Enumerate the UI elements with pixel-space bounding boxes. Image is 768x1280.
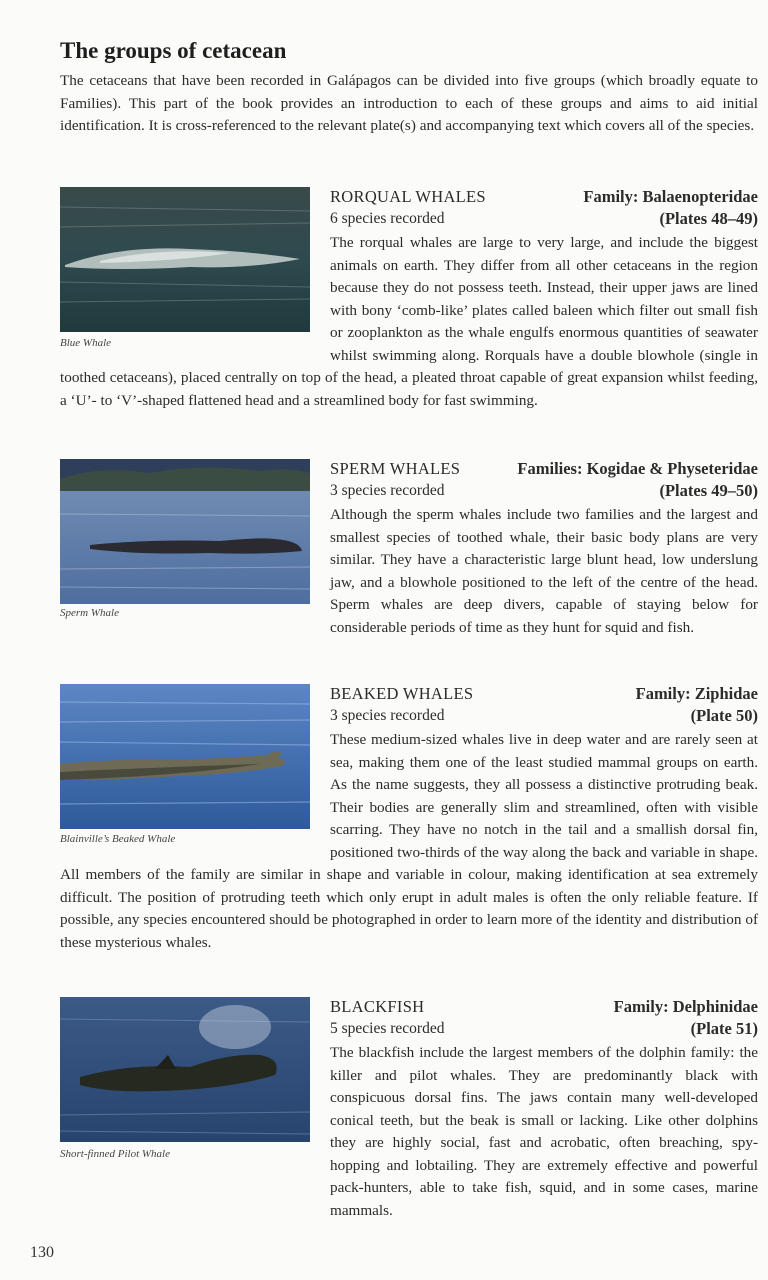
species-count: 3 species recorded: [330, 707, 445, 724]
section-header: [330, 683, 758, 727]
species-count: 5 species recorded: [330, 1020, 445, 1037]
species-count: 3 species recorded: [330, 482, 445, 499]
family-name: Family: Balaenopteridae: [583, 187, 758, 206]
photo-caption: Sperm Whale: [60, 607, 119, 619]
photo-caption: Blainville’s Beaked Whale: [60, 833, 176, 845]
plate-reference: (Plates 49–50): [659, 481, 758, 500]
section-body: Although the sperm whales include two families and the largest and smallest species of toothed whale, their basic body plans are very similar. They have a characteristic large blunt head, low underslung jaw, and a blowhole positioned to the left of the centre of the head. Sperm whales are deep divers, capable of staying below for considerable periods of time as they hunt for squid and fish.: [330, 506, 758, 636]
section-body: The rorqual whales are large to very large, and include the biggest animals on earth. They differ from all other cetaceans in the region because they do not possess teeth. Instead, their upper jaws are lined with bony ‘comb-like’ plates called baleen which filter out small fish or zooplankton as the whale engulfs enormous quantities of seawater whilst swimming along. Rorquals have a double blowhole (single in toothed cetaceans), placed centrally on top of the head, a pleated throat capable of great expansion whilst feeding, a ‘U’- to ‘V’-shaped flattened head and a streamlined body for fast swimming.: [60, 234, 758, 409]
intro-paragraph: The cetaceans that have been recorded in Galápagos can be divided into five groups (which broadly equate to Families). This part of the book provides an introduction to each of these groups and aims to aid initial identification. It is cross-referenced to the relevant plate(s) and accompanying text which covers all of the species.: [60, 72, 758, 134]
group-name: BLACKFISH: [330, 997, 425, 1016]
photo-caption: Blue Whale: [60, 337, 112, 349]
plate-reference: (Plates 48–49): [659, 209, 758, 228]
section-header: [330, 186, 758, 230]
section-body: The blackfish include the largest members of the dolphin family: the killer and pilot whales. They are predominantly black with conspicuous dorsal fins. The jaws contain many well-developed conical teeth, but the beak is small or lacking. Like other dolphins they are highly social, fast and acrobatic, often breaching, spy-hopping and lobtailing. They are extremely effective and powerful pack-hunters, able to take fish, squid, and in some cases, marine mammals.: [330, 1044, 758, 1219]
family-name: Family: Delphinidae: [613, 997, 758, 1016]
group-name: RORQUAL WHALES: [330, 187, 486, 206]
section-header: [330, 996, 758, 1040]
section-body: These medium-sized whales live in deep water and are rarely seen at sea, making them one of the least studied mammal groups on earth. As the name suggests, they all possess a distinctive protruding beak. Their bodies are generally slim and streamlined, often with visible scarring. They have no notch in the tail and a smallish dorsal fin, positioned two-thirds of the way along the back and variable in shape. All members of the family are similar in shape and variable in colour, making identification at sea extremely difficult. The position of protruding teeth which only erupt in adult males is often the only reliable feature. If possible, any species encountered should be photographed in order to learn more of the identity and distribution of these mysterious whales.: [60, 731, 758, 951]
page-title: The groups of cetacean: [60, 38, 287, 63]
group-name: SPERM WHALES: [330, 459, 461, 478]
section-header: [330, 458, 758, 502]
page-number: 130: [30, 1244, 54, 1261]
photo-caption: Short-finned Pilot Whale: [60, 1148, 170, 1160]
family-name: Families: Kogidae & Physeteridae: [517, 459, 758, 478]
group-name: BEAKED WHALES: [330, 684, 474, 703]
plate-reference: (Plate 51): [690, 1019, 758, 1038]
species-count: 6 species recorded: [330, 210, 445, 227]
family-name: Family: Ziphidae: [635, 684, 758, 703]
plate-reference: (Plate 50): [690, 706, 758, 725]
